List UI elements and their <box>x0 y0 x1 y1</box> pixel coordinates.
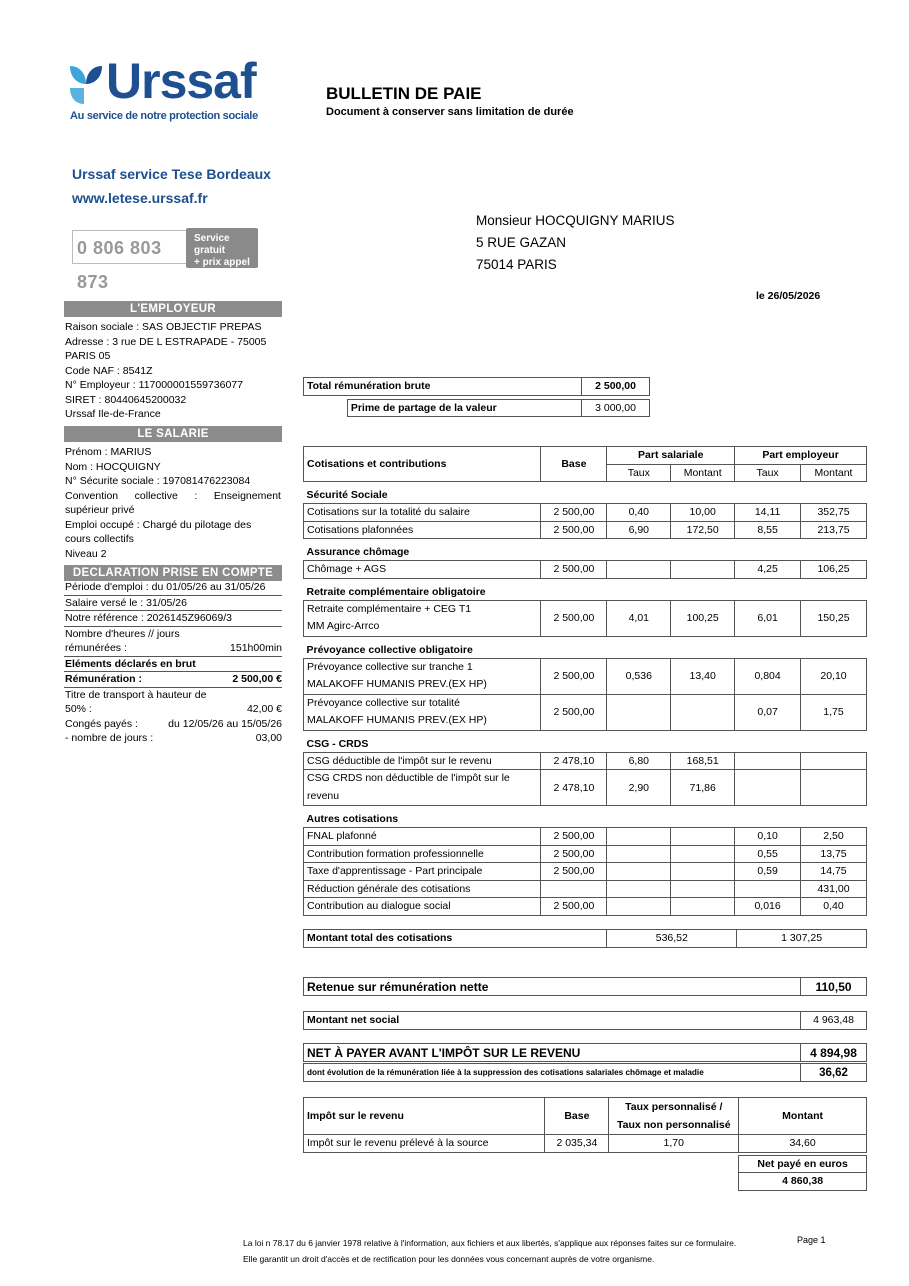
jours-row <box>65 731 282 746</box>
jours-value: 03,00 <box>255 732 282 744</box>
employee-secu: N° Sécurite sociale : 197081476223084 <box>65 475 251 487</box>
cell-base <box>541 880 607 898</box>
cell-me: 213,75 <box>801 521 867 539</box>
table-row <box>304 561 867 579</box>
table-row <box>304 694 867 730</box>
prime-row <box>304 399 650 417</box>
employee-niveau: Niveau 2 <box>65 547 107 560</box>
row-label-line1: CSG CRDS non déductible de l'impôt sur le <box>307 772 510 784</box>
declaration-salaire-verse: Salaire versé le : 31/05/26 <box>64 596 282 612</box>
recipient-name: Monsieur HOCQUIGNY MARIUS <box>476 213 675 228</box>
cell-me: 106,25 <box>801 561 867 579</box>
employee-convention-2: supérieur privé <box>65 504 135 516</box>
convention-word-2: collective <box>134 489 178 502</box>
row-label: FNAL plafonné <box>304 828 541 846</box>
cell-ts <box>607 845 671 863</box>
logo-word: Urssaf <box>106 53 256 109</box>
cell-ms: 13,40 <box>671 658 735 694</box>
cell-te <box>735 752 801 770</box>
row-label-line1: Prévoyance collective sur totalité <box>307 696 460 709</box>
recipient-street: 5 RUE GAZAN <box>476 235 567 250</box>
total-cotisations-sal: 536,52 <box>607 930 737 948</box>
logo-tagline: Au service de notre protection sociale <box>70 110 258 122</box>
conges-value: du 12/05/26 au 15/05/26 <box>168 717 282 730</box>
declaration-heures-line1: Nombre d'heures // jours <box>65 627 180 640</box>
row-label-line2: MALAKOFF HUMANIS PREV.(EX HP) <box>307 678 487 690</box>
cell-base: 2 500,00 <box>541 828 607 846</box>
impot-col-base: Base <box>545 1098 609 1135</box>
recipient-city: 75014 PARIS <box>476 257 557 272</box>
impot-row-label: Impôt sur le revenu prélevé à la source <box>304 1135 545 1153</box>
section-row <box>304 806 867 828</box>
cell-ts: 6,90 <box>607 521 671 539</box>
cell-base: 2 500,00 <box>541 600 607 636</box>
impot-row-montant: 34,60 <box>739 1135 867 1153</box>
row-label-line2: MM Agirc-Arrco <box>307 620 380 632</box>
cell-base: 2 500,00 <box>541 694 607 730</box>
impot-row-base: 2 035,34 <box>545 1135 609 1153</box>
col-taux-emp: Taux <box>735 464 801 482</box>
table-row <box>304 898 867 916</box>
cell-base: 2 500,00 <box>541 658 607 694</box>
declaration-reference: Notre référence : 2026145Z96069/3 <box>64 611 282 627</box>
employer-urssaf: Urssaf Ile-de-France <box>65 408 161 420</box>
employee-prenom: Prénom : MARIUS <box>65 446 152 458</box>
net-paye-value: 4 860,38 <box>739 1173 867 1191</box>
cell-te: 0,55 <box>735 845 801 863</box>
cell-te: 8,55 <box>735 521 801 539</box>
cell-ts: 6,80 <box>607 752 671 770</box>
cell-ts <box>607 880 671 898</box>
jours-label: - nombre de jours : <box>65 732 154 744</box>
section-title: Assurance chômage <box>306 546 410 558</box>
section-row <box>304 578 867 600</box>
employer-siret: SIRET : 80440645200032 <box>65 393 187 406</box>
cell-base: 2 500,00 <box>541 863 607 881</box>
section-title: Autres cotisations <box>306 813 399 825</box>
employer-number: N° Employeur : 117000001559736077 <box>65 379 243 391</box>
cotisations-body <box>304 482 867 916</box>
cell-ms: 10,00 <box>671 504 735 522</box>
cell-ms: 100,25 <box>671 600 735 636</box>
row-label: Contribution au dialogue social <box>304 898 541 916</box>
table-row <box>304 752 867 770</box>
employer-heading: L'EMPLOYEUR <box>64 301 282 317</box>
row-label-line2: revenu <box>307 789 340 802</box>
transport-line1: Titre de transport à hauteur de <box>65 688 207 701</box>
impot-col-taux-1: Taux personnalisé / <box>625 1101 723 1113</box>
declaration-heading: DECLARATION PRISE EN COMPTE <box>64 565 282 581</box>
conges-row <box>65 717 282 732</box>
employer-address-2: PARIS 05 <box>65 350 111 362</box>
section-title: CSG - CRDS <box>306 737 369 750</box>
convention-word-1: Convention <box>65 489 119 502</box>
cell-ts <box>607 863 671 881</box>
total-cotisations-row <box>304 930 867 948</box>
cell-ts: 0,536 <box>607 658 671 694</box>
row-label: Chômage + AGS <box>304 561 541 579</box>
impot-row <box>304 1135 867 1153</box>
phone-block <box>72 228 258 292</box>
cell-base: 2 500,00 <box>541 521 607 539</box>
retenue-label: Retenue sur rémunération nette <box>304 978 801 996</box>
impot-header-row <box>304 1098 867 1135</box>
transport-line2 <box>65 702 282 717</box>
table-row <box>304 863 867 881</box>
table-row <box>304 845 867 863</box>
cell-ts <box>607 561 671 579</box>
employee-nom: Nom : HOCQUIGNY <box>65 460 161 473</box>
retenue-table <box>303 977 867 996</box>
net-avant-table <box>303 1043 867 1082</box>
cell-ms <box>671 898 735 916</box>
phone-badge <box>186 228 258 268</box>
employee-heading: LE SALARIE <box>64 426 282 442</box>
remuneration-label: Rémunération : <box>65 673 143 685</box>
row-label <box>304 658 541 694</box>
cell-te <box>735 880 801 898</box>
cotisations-table <box>303 446 867 916</box>
row-label: Taxe d'apprentissage - Part principale <box>304 863 541 881</box>
cell-ms <box>671 561 735 579</box>
cell-ts <box>607 828 671 846</box>
cell-ts: 2,90 <box>607 770 671 806</box>
row-label-line2: MALAKOFF HUMANIS PREV.(EX HP) <box>307 714 487 726</box>
row-label: Réduction générale des cotisations <box>304 880 541 898</box>
cell-base: 2 478,10 <box>541 770 607 806</box>
section-row <box>304 539 867 561</box>
cell-base: 2 500,00 <box>541 561 607 579</box>
brut-total-value: 2 500,00 <box>582 378 650 396</box>
col-base: Base <box>541 447 607 482</box>
cell-me: 150,25 <box>801 600 867 636</box>
employer-block <box>65 320 281 422</box>
col-part-salariale: Part salariale <box>607 447 735 465</box>
employee-emploi-1: Emploi occupé : Chargé du pilotage des <box>65 518 252 531</box>
cell-ts <box>607 898 671 916</box>
cell-te: 4,25 <box>735 561 801 579</box>
cell-ms <box>671 828 735 846</box>
impot-col-montant: Montant <box>739 1098 867 1135</box>
net-social-label: Montant net social <box>304 1012 801 1030</box>
section-title: Retraite complémentaire obligatoire <box>306 585 486 598</box>
heures-label: rémunérées : <box>65 642 127 654</box>
transport-label: 50% : <box>65 703 92 715</box>
row-label-line1: Retraite complémentaire + CEG T1 <box>307 602 472 615</box>
cell-me: 20,10 <box>801 658 867 694</box>
cell-ms <box>671 694 735 730</box>
remuneration-value: 2 500,00 € <box>232 673 282 685</box>
impot-table <box>303 1097 867 1191</box>
cell-te: 0,016 <box>735 898 801 916</box>
cotisations-header-row <box>304 447 867 465</box>
row-label <box>304 600 541 636</box>
cell-ts: 4,01 <box>607 600 671 636</box>
cell-te: 14,11 <box>735 504 801 522</box>
col-montant-sal: Montant <box>671 464 735 482</box>
impot-row-taux: 1,70 <box>609 1135 739 1153</box>
cell-me: 0,40 <box>801 898 867 916</box>
total-cotisations-label: Montant total des cotisations <box>304 930 607 948</box>
brut-total-label: Total rémunération brute <box>304 378 582 396</box>
prime-value: 3 000,00 <box>582 399 650 417</box>
section-title: Prévoyance collective obligatoire <box>306 643 473 656</box>
cell-me: 352,75 <box>801 504 867 522</box>
employer-address-1: Adresse : 3 rue DE L ESTRAPADE - 75005 <box>65 335 267 348</box>
row-label: Contribution formation professionnelle <box>304 845 541 863</box>
impot-col-taux-2: Taux non personnalisé <box>616 1119 731 1131</box>
table-row <box>304 504 867 522</box>
net-social-value: 4 963,48 <box>801 1012 867 1030</box>
cell-base: 2 500,00 <box>541 504 607 522</box>
table-row <box>304 770 867 806</box>
document-subtitle: Document à conserver sans limitation de durée <box>326 106 574 118</box>
document-title: BULLETIN DE PAIE <box>326 84 482 103</box>
urssaf-logo-icon <box>68 62 104 106</box>
urssaf-logo <box>68 53 258 130</box>
cell-te: 0,10 <box>735 828 801 846</box>
heures-value: 151h00min <box>230 642 282 654</box>
net-paye-label: Net payé en euros <box>739 1155 867 1173</box>
cell-ms <box>671 880 735 898</box>
cell-me: 14,75 <box>801 863 867 881</box>
cell-me: 1,75 <box>801 694 867 730</box>
phone-badge-line1: Service gratuit <box>194 233 230 256</box>
phone-badge-line2: + prix appel <box>194 257 250 268</box>
conges-label: Congés payés : <box>65 717 138 730</box>
evolution-value: 36,62 <box>801 1064 867 1082</box>
row-label <box>304 694 541 730</box>
cell-me: 2,50 <box>801 828 867 846</box>
cell-ms: 172,50 <box>671 521 735 539</box>
cell-me: 13,75 <box>801 845 867 863</box>
section-row <box>304 730 867 752</box>
employee-emploi-2: cours collectifs <box>65 533 134 545</box>
declaration-block <box>64 580 282 746</box>
col-part-employeur: Part employeur <box>735 447 867 465</box>
retenue-value: 110,50 <box>801 978 867 996</box>
table-row <box>304 600 867 636</box>
net-avant-label: NET À PAYER AVANT L'IMPÔT SUR LE REVENU <box>304 1044 801 1062</box>
cell-te <box>735 770 801 806</box>
col-taux-sal: Taux <box>607 464 671 482</box>
cell-ts <box>607 694 671 730</box>
cell-me <box>801 770 867 806</box>
cell-ms <box>671 863 735 881</box>
brut-table <box>303 377 650 417</box>
cell-ms: 71,86 <box>671 770 735 806</box>
employer-raison-sociale: Raison sociale : SAS OBJECTIF PREPAS <box>65 321 262 333</box>
row-label <box>304 770 541 806</box>
prime-label: Prime de partage de la valeur <box>347 399 581 417</box>
convention-word-4: Enseignement <box>213 489 281 502</box>
cell-te: 0,804 <box>735 658 801 694</box>
section-row <box>304 636 867 658</box>
cell-base: 2 478,10 <box>541 752 607 770</box>
service-name: Urssaf service Tese Bordeaux <box>72 166 271 182</box>
table-row <box>304 521 867 539</box>
cell-me <box>801 752 867 770</box>
cell-ms: 168,51 <box>671 752 735 770</box>
page-number: Page 1 <box>797 1235 826 1245</box>
transport-block <box>64 688 282 746</box>
cell-ts: 0,40 <box>607 504 671 522</box>
row-label: Cotisations sur la totalité du salaire <box>304 504 541 522</box>
cell-base: 2 500,00 <box>541 845 607 863</box>
impot-col-taux <box>609 1098 739 1135</box>
footer-line2: Elle garantit un droit d'accès et de rectification pour les données vous concernant auprès de votre organisme. <box>243 1254 655 1264</box>
cell-me: 431,00 <box>801 880 867 898</box>
cell-te: 0,59 <box>735 863 801 881</box>
cell-te: 0,07 <box>735 694 801 730</box>
net-social-table <box>303 1011 867 1030</box>
elements-heading: Eléments déclarés en brut <box>64 657 282 673</box>
row-label: Cotisations plafonnées <box>304 521 541 539</box>
brut-total-row <box>304 378 650 396</box>
evolution-label: dont évolution de la rémunération liée à la suppression des cotisations salariales chômage et maladie <box>304 1064 801 1082</box>
cell-ms <box>671 845 735 863</box>
total-cotisations-table <box>303 929 867 948</box>
remuneration-row <box>64 672 282 688</box>
total-cotisations-emp: 1 307,25 <box>737 930 867 948</box>
table-row <box>304 658 867 694</box>
employer-code-naf: Code NAF : 8541Z <box>65 364 153 377</box>
footer-line1: La loi n 78.17 du 6 janvier 1978 relative à l'information, aux fichiers et aux libertés, s'applique aux réponses faites sur ce formulaire. <box>243 1238 737 1248</box>
section-title: Sécurité Sociale <box>306 489 388 501</box>
row-label: CSG déductible de l'impôt sur le revenu <box>304 752 541 770</box>
employee-block <box>65 445 281 561</box>
declaration-heures-line2 <box>65 641 282 656</box>
row-label-line1: Prévoyance collective sur tranche 1 <box>307 660 473 673</box>
net-avant-value: 4 894,98 <box>801 1044 867 1062</box>
declaration-heures <box>64 627 282 657</box>
table-row <box>304 828 867 846</box>
col-montant-emp: Montant <box>801 464 867 482</box>
table-row <box>304 880 867 898</box>
declaration-periode: Période d'emploi : du 01/05/26 au 31/05/26 <box>64 580 282 596</box>
cell-te: 6,01 <box>735 600 801 636</box>
employee-convention-1 <box>65 489 281 504</box>
service-url[interactable]: www.letese.urssaf.fr <box>72 190 208 206</box>
cell-base: 2 500,00 <box>541 898 607 916</box>
impot-col-label: Impôt sur le revenu <box>304 1098 545 1135</box>
phone-number: 0 806 803 873 <box>72 230 188 264</box>
convention-word-3: : <box>194 489 198 502</box>
col-cotisations: Cotisations et contributions <box>304 447 541 482</box>
section-row <box>304 482 867 504</box>
transport-value: 42,00 € <box>246 703 282 715</box>
document-date: le 26/05/2026 <box>756 290 821 302</box>
